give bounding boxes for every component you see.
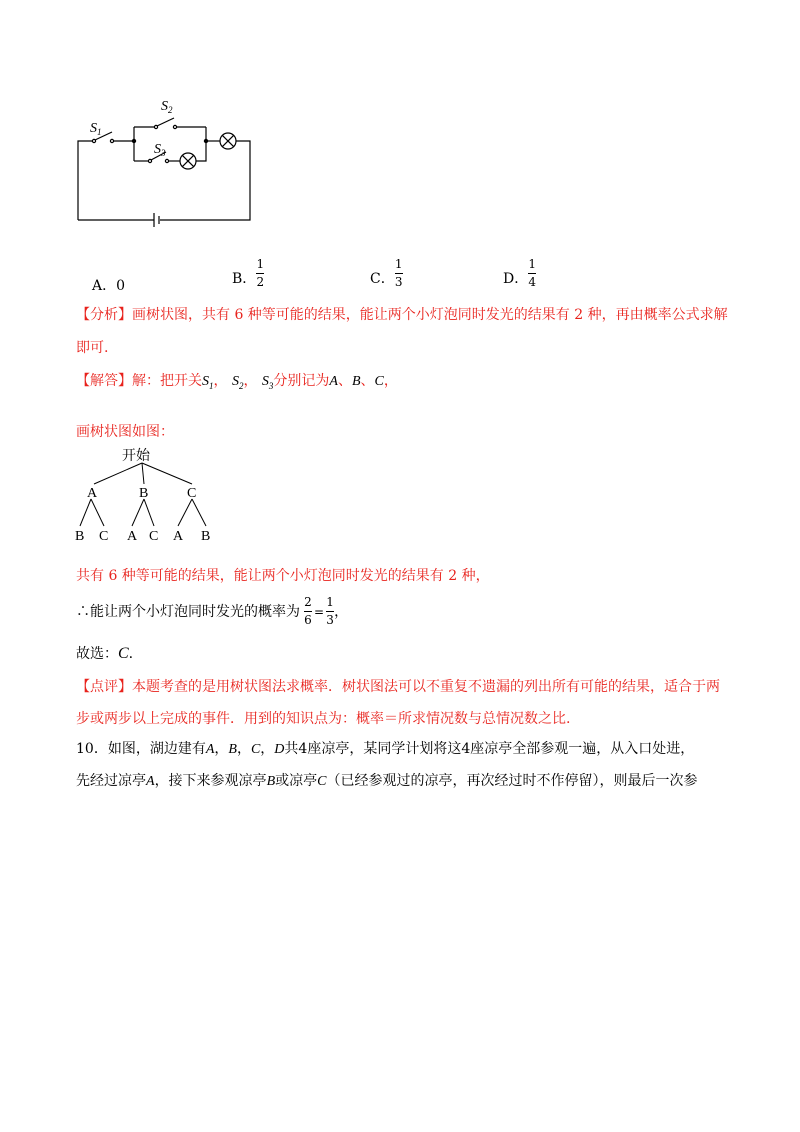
fraction-1-3: $\frac{1}{3}$ [326, 595, 334, 627]
question-10-line-2: 先经过凉亭A，接下来参观凉亭B或凉亭C（已经参观过的凉亭，再次经过时不作停留），则最后一次参 [76, 773, 698, 789]
s2-label: $S_2$ [161, 99, 173, 115]
tree-node-a: A [87, 486, 98, 501]
analysis-line-1: 【分析】画树状图，共有 6 种等可能的结果，能让两个小灯泡同时发光的结果有 2 种，再由概率公式求解 [76, 307, 728, 323]
tree-diagram [70, 446, 230, 546]
tree-leaf: A [127, 529, 138, 544]
s1-label: $S_1$ [90, 121, 102, 137]
tree-intro: 画树状图如图： [76, 424, 174, 440]
option-c: C． $\frac{1}{3}$ [370, 257, 403, 289]
tree-leaf: C [149, 529, 159, 544]
option-d: D． $\frac{1}{4}$ [503, 257, 537, 289]
question-10-line-1: 10．如图，湖边建有A，B，C，D共4座凉亭，某同学计划将这4座凉亭全部参观一遍，从入口处进， [76, 741, 695, 757]
probability-line: ∴能让两个小灯泡同时发光的概率为 $\frac{2}{6}$ = $\frac{1}{3}$ ， [76, 595, 349, 627]
option-c-fraction: $\frac{1}{3}$ [394, 257, 403, 289]
option-a: A．0 [92, 278, 126, 294]
tree-root: 开始 [122, 449, 150, 464]
analysis-line-2: 即可. [76, 340, 109, 356]
option-b-fraction: $\frac{1}{2}$ [256, 257, 265, 289]
tree-leaf: C [99, 529, 109, 544]
result-line-1: 共有 6 种等可能的结果，能让两个小灯泡同时发光的结果有 2 种， [76, 568, 490, 584]
tree-leaf: B [75, 529, 85, 544]
tree-leaf: B [201, 529, 211, 544]
s3-label: $S_3$ [154, 142, 166, 158]
circuit-diagram [70, 90, 260, 230]
comment-line-1: 【点评】本题考查的是用树状图法求概率．树状图法可以不重复不遗漏的列出所有可能的结果，适合于两 [76, 679, 720, 695]
tree-node-b: B [139, 486, 149, 501]
tree-leaf: A [173, 529, 184, 544]
fraction-2-6: $\frac{2}{6}$ [304, 595, 312, 627]
choice-line: 故选：C. [76, 645, 134, 662]
comment-line-2: 步或两步以上完成的事件．用到的知识点为：概率＝所求情况数与总情况数之比. [76, 711, 571, 727]
option-b: B． $\frac{1}{2}$ [232, 257, 265, 289]
solution-line: 【解答】解：把开关$S_1$， $S_2$， $S_3$分别记为A、B、C， [76, 373, 398, 391]
tree-node-c: C [187, 486, 197, 501]
option-d-fraction: $\frac{1}{4}$ [528, 257, 537, 289]
